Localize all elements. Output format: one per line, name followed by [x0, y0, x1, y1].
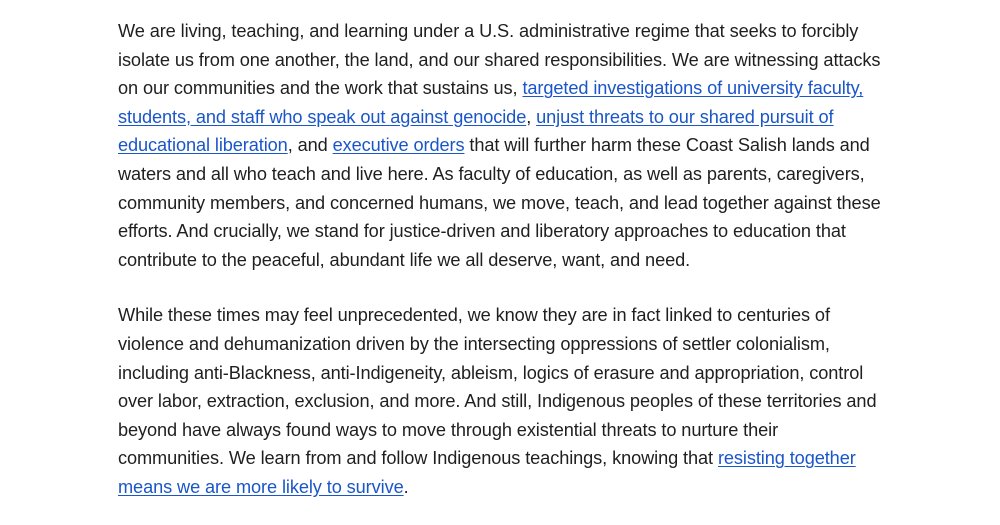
document-body [118, 17, 888, 502]
paragraph-1-text-2: , [526, 106, 537, 127]
paragraph-2 [118, 301, 888, 501]
paragraph-1-text-4: that will further harm these Coast Salish lands and waters and all who teach and live here. As faculty of education, as well as parents, caregivers, community members, and concerned humans, we move, teach, and lead together against these efforts. And crucially, we stand for justice-driven and liberatory approaches to education that contribute to the peaceful, abundant life we all deserve, want, and need. [118, 135, 881, 270]
paragraph-1 [118, 17, 888, 274]
link-unjust-threats[interactable]: unjust threats to our shared pursuit of educational liberation [118, 106, 834, 156]
paragraph-1-text-3: , and [287, 135, 333, 156]
paragraph-1-text-1: We are living, teaching, and learning under a U.S. administrative regime that seeks to forcibly isolate us from one another, the land, and our shared responsibilities. We are witnessing attacks on our communities and the work that sustains us, [118, 21, 881, 99]
paragraph-2-text-2: . [403, 476, 409, 497]
link-resisting-together[interactable]: resisting together means we are more likely to survive [118, 448, 856, 497]
link-executive-orders[interactable]: executive orders [332, 135, 465, 156]
paragraph-2-text-1: While these times may feel unprecedented, we know they are in fact linked to centuries of violence and dehumanization driven by the intersecting oppressions of settler colonialism, including anti-Blackness, anti-Indigeneity, ableism, logics of erasure and appropriation, control over labor, extraction, exclusion, and more. And still, Indigenous peoples of these territories and beyond have always found ways to move through existential threats to nurture their communities. We learn from and follow Indigenous teachings, knowing that [118, 305, 877, 469]
link-targeted-investigations[interactable]: targeted investigations of university faculty, students, and staff who speak out against genocide [118, 78, 864, 127]
